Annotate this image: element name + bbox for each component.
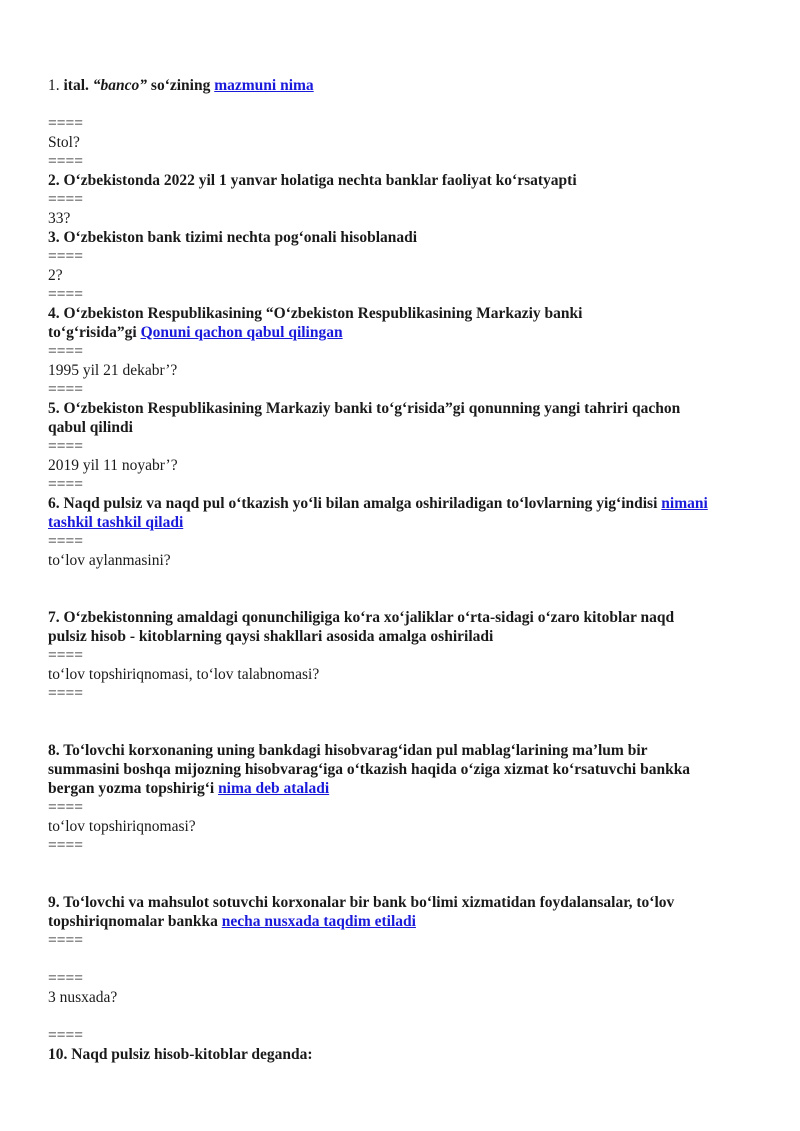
question-8 xyxy=(48,741,752,798)
question-text: 8. To‘lovchi korxonaning uning bankdagi hisobvarag‘idan pul mablag‘larining ma’lum bir xyxy=(48,742,648,759)
question-2: 2. O‘zbekistonda 2022 yil 1 yanvar holatiga nechta banklar faoliyat ko‘rsatyapti xyxy=(48,172,577,189)
answer-8: to‘lov topshiriqnomasi? xyxy=(48,818,196,835)
separator: ==== xyxy=(48,286,83,303)
separator: ==== xyxy=(48,381,83,398)
answer-7: to‘lov topshiriqnomasi, to‘lov talabnomasi? xyxy=(48,666,320,683)
question-6 xyxy=(48,494,752,532)
question-text: so‘zining xyxy=(147,77,215,94)
separator: ==== xyxy=(48,438,83,455)
answer-9: 3 nusxada? xyxy=(48,989,118,1006)
question-text: 5. O‘zbekiston Respublikasining Markaziy banki to‘g‘risida”gi qonunning yangi tahriri qachon xyxy=(48,400,681,417)
separator: ==== xyxy=(48,837,83,854)
separator: ==== xyxy=(48,153,83,170)
answer-5: 2019 yil 11 noyabr’? xyxy=(48,457,178,474)
question-text: 4. O‘zbekiston Respublikasining “O‘zbekiston Respublikasining Markaziy banki xyxy=(48,305,583,322)
separator: ==== xyxy=(48,647,83,664)
question-5 xyxy=(48,399,752,437)
question-text: 6. Naqd pulsiz va naqd pul o‘tkazish yo‘li bilan amalga oshiriladigan to‘lovlarning yig‘indisi xyxy=(48,495,662,512)
question-7 xyxy=(48,608,752,646)
question-text: 9. To‘lovchi va mahsulot sotuvchi korxonalar bir bank bo‘limi xizmatidan foydalansalar, to‘lov xyxy=(48,894,675,911)
question-text: pulsiz hisob - kitoblarning qaysi shakllari asosida amalga oshiriladi xyxy=(48,628,494,645)
question-text: to‘g‘risida”gi xyxy=(48,324,141,341)
separator: ==== xyxy=(48,1027,83,1044)
answer-6: to‘lov aylanmasini? xyxy=(48,552,171,569)
separator: ==== xyxy=(48,685,83,702)
separator: ==== xyxy=(48,476,83,493)
question-text-italic: “banco” xyxy=(92,77,148,94)
question-number: 1. xyxy=(48,77,60,94)
question-text: ital. xyxy=(63,77,93,94)
question-link[interactable]: Qonuni qachon qabul qilingan xyxy=(140,324,343,341)
question-10: 10. Naqd pulsiz hisob-kitoblar deganda: xyxy=(48,1046,313,1063)
question-3: 3. O‘zbekiston bank tizimi nechta pog‘onali hisoblanadi xyxy=(48,229,418,246)
question-4 xyxy=(48,304,752,342)
question-9 xyxy=(48,893,752,931)
question-link[interactable]: necha nusxada taqdim etiladi xyxy=(221,913,416,930)
question-link[interactable]: tashkil tashkil qiladi xyxy=(48,514,184,531)
question-text: bergan yozma topshirig‘i xyxy=(48,780,219,797)
answer-2: 33? xyxy=(48,210,71,227)
separator: ==== xyxy=(48,115,83,132)
separator: ==== xyxy=(48,932,83,949)
question-text: topshiriqnomalar bankka xyxy=(48,913,222,930)
separator: ==== xyxy=(48,970,83,987)
question-text: 7. O‘zbekistonning amaldagi qonunchiligiga ko‘ra xo‘jaliklar o‘rta-sidagi o‘zaro kitoblar naqd xyxy=(48,609,675,626)
question-link[interactable]: nima deb ataladi xyxy=(218,780,330,797)
question-link[interactable]: nimani xyxy=(661,495,708,512)
question-text: qabul qilindi xyxy=(48,419,133,436)
separator: ==== xyxy=(48,343,83,360)
separator: ==== xyxy=(48,191,83,208)
answer-4: 1995 yil 21 dekabr’? xyxy=(48,362,178,379)
separator: ==== xyxy=(48,799,83,816)
question-link[interactable]: mazmuni nima xyxy=(214,77,314,94)
separator: ==== xyxy=(48,533,83,550)
answer-1: Stol? xyxy=(48,134,80,151)
answer-3: 2? xyxy=(48,267,63,284)
question-text: summasini boshqa mijozning hisobvarag‘iga o‘tkazish haqida o‘ziga xizmat ko‘rsatuvchi bankka xyxy=(48,761,691,778)
separator: ==== xyxy=(48,248,83,265)
question-1 xyxy=(48,76,752,95)
